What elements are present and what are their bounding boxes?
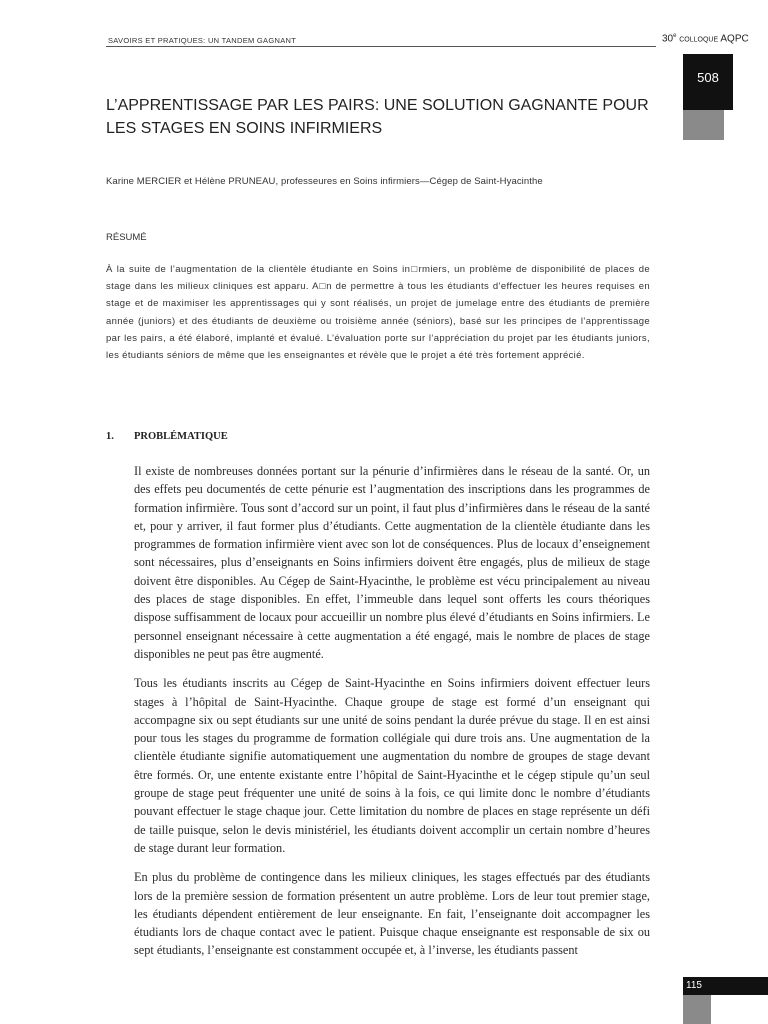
footer-gray-block: [683, 995, 711, 1024]
body-paragraph: Tous les étudiants inscrits au Cégep de Saint-Hyacinthe en Soins infirmiers doivent effectuer leurs stages à l’hôpital de Saint-Hyacinthe. Chaque groupe de stage est formé d’un enseignant qui accompagne six ou sept étudiants sur une unité de soins pendant la durée prévue du stage. Il en est ainsi pour tous les stages du programme de formation collégiale qui dure trois ans. Une augmentation de la clientèle étudiante signifie automatiquement une augmentation du nombre de groupes de stage devant être formés. Or, une entente existante entre l’hôpital de Saint-Hyacinthe et le cégep stipule qu’un seul groupe de stage peut fréquenter une unité de soins à la fois, ce qui limite donc le nombre d’étudiants pouvant effectuer le stage chaque jour. Cette limitation du nombre de places en stage représente un défi de taille puisque, selon le devis ministériel, les étudiants doivent accomplir un certain nombre d’heures de stage durant leur formation.: [134, 676, 650, 855]
section-number: 1.: [106, 431, 114, 442]
body-text: [134, 462, 650, 971]
running-header: SAVOIRS ET PRATIQUES: UN TANDEM GAGNANT: [108, 36, 297, 45]
org-name: AQPC: [720, 33, 749, 45]
page-tab-gray-block: [683, 110, 724, 140]
section-title: PROBLÉMATIQUE: [134, 431, 228, 442]
colloque-word: COLLOQUE: [679, 36, 719, 44]
body-paragraph: En plus du problème de contingence dans les milieux cliniques, les stages effectués par des étudiants lors de la première session de formation présentent un autre problème. Lors de leur tout premier stage, les étudiants dépendent entièrement de leur enseignante. En fait, l’enseignante doit accompagner les étudiants lors de chaque contact avec le patient. Puisque chaque enseignante est responsable de six ou sept étudiants, l’enseignante est constamment occupée et, à l’inverse, les étudiants passent: [134, 870, 650, 958]
edition-number: 30: [662, 33, 674, 45]
edition-superscript: e: [673, 33, 677, 39]
colloque-label: [662, 33, 749, 44]
article-title: L’APPRENTISSAGE PAR LES PAIRS: UNE SOLUTION GAGNANTE POUR LES STAGES EN SOINS INFIRMIERS: [106, 97, 649, 137]
abstract-text: À la suite de l’augmentation de la clientèle étudiante en Soins in□rmiers, un problème de disponibilité de places de stage dans les milieux cliniques est apparu. A□n de permettre à tous les étudiants d’effectuer les heures requises en stage et de maximiser les apprentissages qui y sont réalisés, un projet de jumelage entre des étudiants de première année (juniors) et des étudiants de deuxième ou troisième année (séniors), basé sur les principes de l’apprentissage par les pairs, a été élaboré, implanté et évalué. L’évaluation porte sur l’appréciation du projet par les étudiants juniors, les étudiants séniors de même que les enseignantes et révèle que le projet a été très fortement apprécié.: [106, 264, 650, 362]
resume-heading: RÉSUMÉ: [106, 232, 147, 243]
body-paragraph: Il existe de nombreuses données portant sur la pénurie d’infirmières dans le réseau de la santé. Or, un des effets peu documentés de cette pénurie est l’augmentation des inscriptions dans les programmes de formation infirmière. Tous sont d’accord sur un point, il faut plus d’infirmières dans le réseau de la santé et, pour y arriver, il faut former plus d’étudiants. Cette augmentation de la clientèle étudiante dans les programmes de formation infirmière vient avec son lot de conséquences. Plus de locaux d’enseignement sont nécessaires, plus d’enseignants en Soins infirmiers doivent être engagés, plus de milieux de stage doivent être disponibles. Au Cégep de Saint-Hyacinthe, le problème est vécu principalement au niveau des places de stage disponibles. En effet, l’immeuble dans lequel sont offerts les cours théoriques dispose suffisamment de locaux pour accueillir un nombre plus élevé d’étudiants en Soins infirmiers. Le personnel enseignant nécessaire à cette augmentation a été engagé, mais le nombre de places de stage disponibles ne peut pas être augmenté.: [134, 464, 650, 661]
footer-page-number: 115: [686, 980, 702, 991]
article-authors: Karine MERCIER et Hélène PRUNEAU, professeures en Soins infirmiers—Cégep de Saint-Hyacinthe: [106, 176, 543, 187]
page-tab-number: 508: [697, 70, 719, 85]
header-rule: [106, 46, 656, 47]
